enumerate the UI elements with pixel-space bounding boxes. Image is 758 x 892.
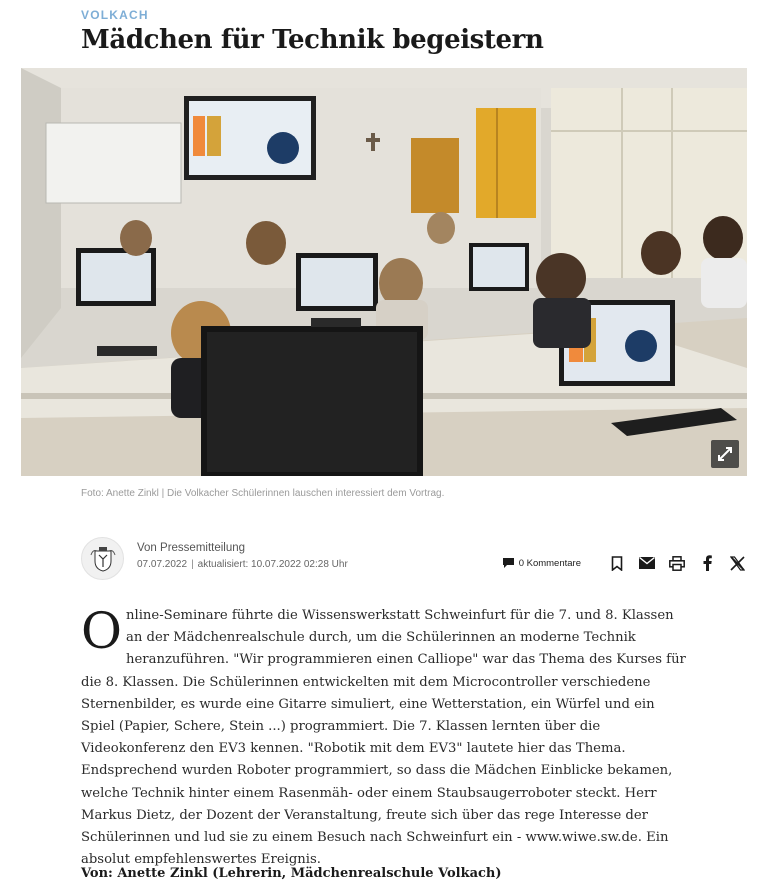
expand-icon[interactable]	[711, 440, 739, 468]
bookmark-icon[interactable]	[607, 553, 627, 573]
facebook-icon[interactable]	[697, 553, 717, 573]
print-icon[interactable]	[667, 553, 687, 573]
comments-button[interactable]	[502, 557, 581, 569]
comment-icon	[502, 557, 515, 569]
drop-cap: O	[81, 602, 122, 660]
author-avatar	[81, 537, 124, 580]
article-body	[81, 602, 691, 871]
comments-label: 0 Kommentare	[518, 557, 581, 569]
article-dates	[137, 559, 348, 570]
article-headline: Mädchen für Technik begeistern	[81, 25, 544, 55]
updated-date: aktualisiert: 10.07.2022 02:28 Uhr	[197, 559, 348, 570]
section-kicker[interactable]: VOLKACH	[81, 8, 149, 22]
article-actions	[502, 553, 747, 573]
classroom-image	[21, 68, 747, 476]
byline	[81, 537, 747, 581]
mail-icon[interactable]	[637, 553, 657, 573]
article-photo[interactable]	[21, 68, 747, 476]
article-body-text: nline-Seminare führte die Wissenswerkstatt Schweinfurt für die 7. und 8. Klassen an der Mädchenrealschule durch, um die Schülerinnen an moderne Technik heranzuführen. "Wir programmieren einen Calliope" war das Thema des Kurses für die 8. Klassen. Die Schülerinnen entwickelten mit dem Microcontroller verschiedene Sternenbilder, es wurde eine Gitarre simuliert, eine Wetterstation, ein Würfel und ein Spiel (Papier, Schere, Stein ...) programmiert. Die 7. Klassen lernten über die Videokonferenz den EV3 kennen. "Robotik mit dem EV3" lautete hier das Thema. Endsprechend wurden Roboter programmiert, so dass die Mädchen Einblicke bekamen, welche Technik hinter einem Rasenmäh- oder einem Staubsaugerroboter steckt. Herr Markus Dietz, der Dozent der Veranstaltung, freute sich über das rege Interesse der Schülerinnen und lud sie zu einem Besuch nach Schweinfurt ein - www.wiwe.sw.de. Ein absolut empfehlenswertes Ereignis.	[81, 608, 686, 868]
photo-caption: Foto: Anette Zinkl | Die Volkacher Schülerinnen lauschen interessiert dem Vortrag.	[81, 488, 445, 499]
published-date: 07.07.2022	[137, 559, 188, 570]
author-name[interactable]: Von Pressemitteilung	[137, 542, 246, 554]
x-icon[interactable]	[727, 553, 747, 573]
coat-of-arms-icon	[87, 543, 119, 575]
article-signoff: Von: Anette Zinkl (Lehrerin, Mädchenrealschule Volkach)	[81, 866, 502, 881]
date-separator: |	[191, 559, 194, 570]
